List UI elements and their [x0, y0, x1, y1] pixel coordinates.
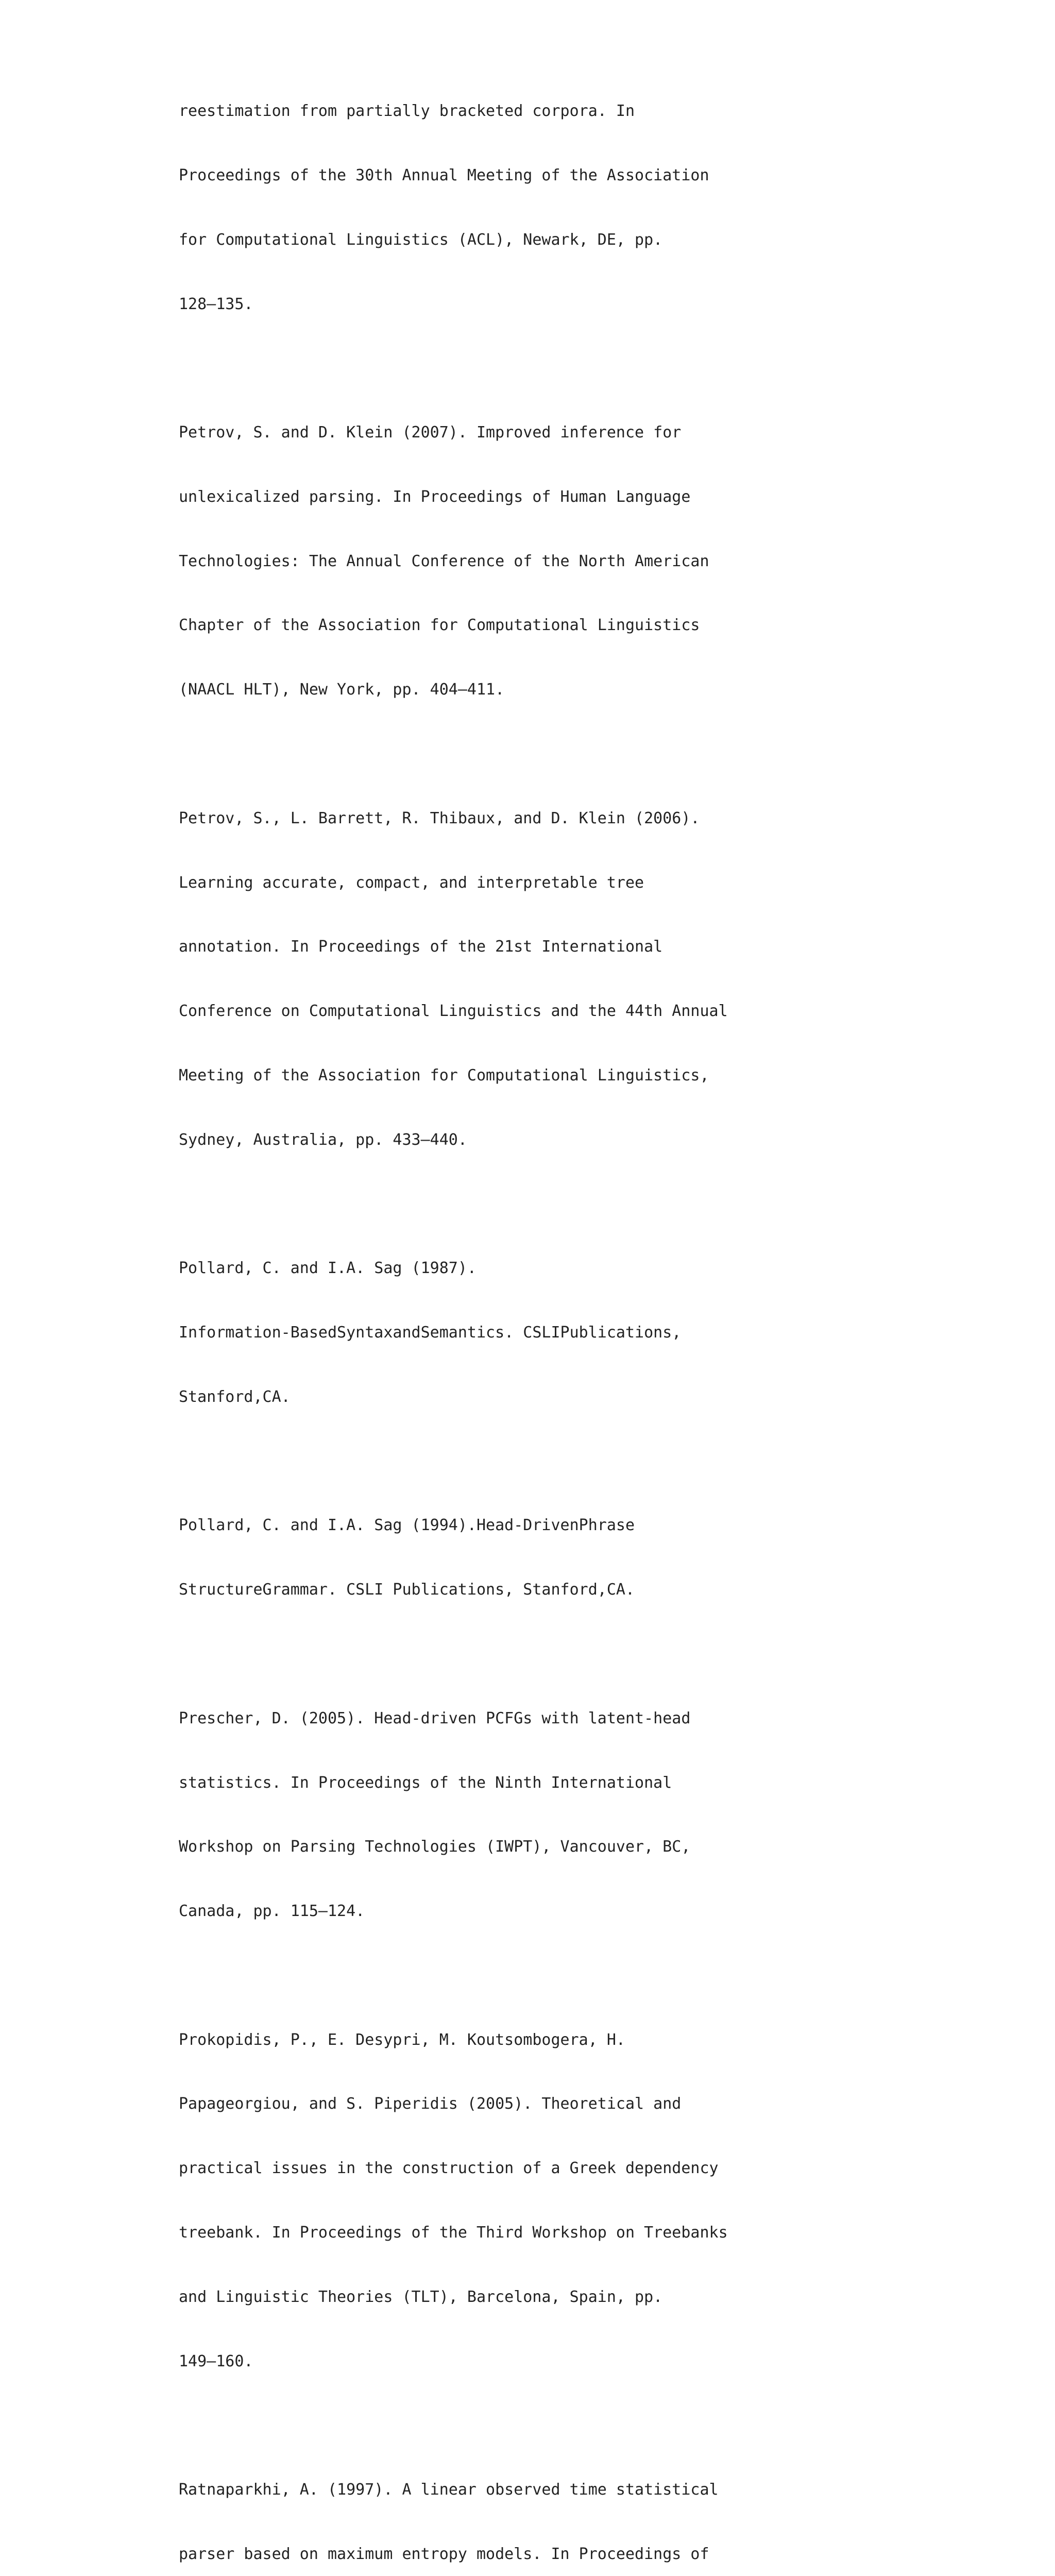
reference-line: Petrov, S., L. Barrett, R. Thibaux, and D. Klein (2006).: [179, 809, 700, 827]
reference-line: Ratnaparkhi, A. (1997). A linear observed time statistical: [179, 2481, 719, 2499]
reference-line: Papageorgiou, and S. Piperidis (2005). Theoretical and: [179, 2095, 682, 2113]
reference-line: 128–135.: [179, 295, 253, 313]
reference-entry: [179, 379, 900, 743]
reference-line: Canada, pp. 115–124.: [179, 1902, 365, 1921]
reference-entry: [179, 2436, 900, 2576]
reference-line: StructureGrammar. CSLI Publications, Stanford,CA.: [179, 1581, 635, 1599]
reference-entry: [179, 765, 900, 1194]
reference-line: annotation. In Proceedings of the 21st International: [179, 938, 663, 956]
reference-entry: [179, 1665, 900, 1965]
reference-entry: [179, 1986, 900, 2415]
reference-line: Technologies: The Annual Conference of the North American: [179, 552, 709, 570]
reference-line: (NAACL HLT), New York, pp. 404–411.: [179, 681, 505, 699]
reference-line: Learning accurate, compact, and interpretable tree: [179, 873, 644, 892]
reference-line: Stanford,CA.: [179, 1387, 291, 1406]
reference-line: 149–160.: [179, 2352, 253, 2370]
reference-line: Pollard, C. and I.A. Sag (1987).: [179, 1259, 477, 1278]
reference-line: for Computational Linguistics (ACL), Newark, DE, pp.: [179, 230, 663, 249]
reference-line: Meeting of the Association for Computational Linguistics,: [179, 1066, 709, 1084]
reference-line: Workshop on Parsing Technologies (IWPT), Vancouver, BC,: [179, 1838, 691, 1856]
reference-line: statistics. In Proceedings of the Ninth International: [179, 1773, 672, 1792]
reference-line: reestimation from partially bracketed corpora. In: [179, 102, 635, 121]
reference-line: practical issues in the construction of a Greek dependency: [179, 2159, 719, 2178]
reference-line: parser based on maximum entropy models. In Proceedings of: [179, 2545, 709, 2563]
reference-line: Chapter of the Association for Computational Linguistics: [179, 616, 700, 635]
reference-line: Prescher, D. (2005). Head-driven PCFGs with latent-head: [179, 1709, 691, 1727]
reference-line: Information-BasedSyntaxandSemantics. CSLIPublications,: [179, 1324, 682, 1342]
reference-entry: [179, 58, 900, 358]
reference-line: Sydney, Australia, pp. 433–440.: [179, 1130, 467, 1149]
reference-list: [179, 58, 900, 2576]
reference-line: treebank. In Proceedings of the Third Workshop on Treebanks: [179, 2223, 728, 2242]
reference-line: unlexicalized parsing. In Proceedings of Human Language: [179, 487, 691, 506]
reference-line: Prokopidis, P., E. Desypri, M. Koutsombogera, H.: [179, 2030, 625, 2049]
reference-line: Proceedings of the 30th Annual Meeting of the Association: [179, 166, 709, 184]
reference-line: Petrov, S. and D. Klein (2007). Improved inference for: [179, 423, 682, 442]
reference-line: and Linguistic Theories (TLT), Barcelona, Spain, pp.: [179, 2287, 663, 2306]
reference-entry: [179, 1472, 900, 1643]
reference-line: Pollard, C. and I.A. Sag (1994).Head-DrivenPhrase: [179, 1516, 635, 1535]
reference-entry: [179, 1215, 900, 1451]
reference-line: Conference on Computational Linguistics and the 44th Annual: [179, 1002, 728, 1021]
